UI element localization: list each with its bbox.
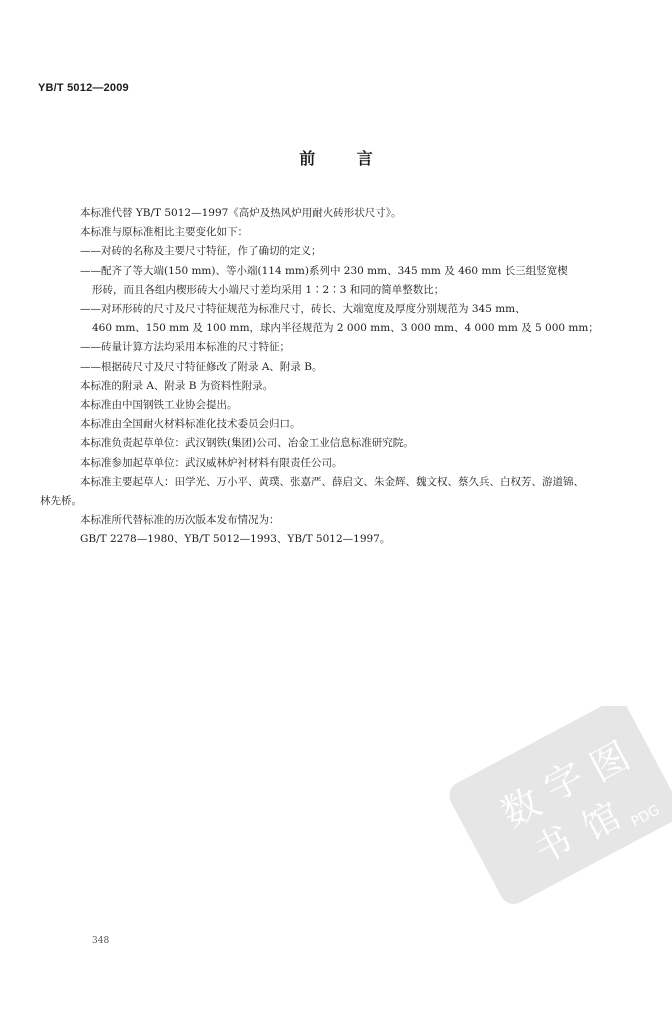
paragraph-centralized-by: 本标准由全国耐火材料标准化技术委员会归口。	[80, 418, 301, 431]
watermark-seal	[448, 706, 672, 906]
list-item-change-3-cont: 460 mm、150 mm 及 100 mm，球内半径规范为 2 000 mm、3 000 mm、4 000 mm 及 5 000 mm；	[92, 322, 599, 335]
list-item-change-3: ——对环形砖的尺寸及尺寸特征规范为标准尺寸，砖长、大端宽度及厚度分别规范为 345 mm、	[80, 303, 526, 316]
list-item-change-2-cont: 形砖，而且各组内楔形砖大小端尺寸差均采用 1∶2∶3 和同的简单整数比；	[92, 283, 445, 296]
paragraph-history-intro: 本标准所代替标准的历次版本发布情况为：	[80, 514, 280, 527]
svg-text:书: 书	[527, 819, 580, 873]
page-number: 348	[92, 936, 110, 946]
list-item-change-2: ——配齐了等大端(150 mm)、等小端(114 mm)系列中 230 mm、345 mm 及 460 mm 长三组竖宽楔	[80, 264, 568, 277]
paragraph-proposed-by: 本标准由中国钢铁工业协会提出。	[80, 399, 238, 412]
list-item-change-1: ——对砖的名称及主要尺寸特征，作了确切的定义；	[80, 245, 322, 258]
paragraph-changes-intro: 本标准与原标准相比主要变化如下：	[80, 226, 248, 239]
foreword-body	[40, 204, 660, 550]
svg-text:图: 图	[582, 733, 637, 791]
svg-text:PDG: PDG	[628, 802, 663, 831]
svg-text:字: 字	[536, 753, 591, 811]
paragraph-appendix: 本标准的附录 A、附录 B 为资料性附录。	[80, 379, 274, 392]
list-item-change-5: ——根据砖尺寸及尺寸特征修改了附录 A、附录 B。	[80, 360, 323, 373]
standard-code-header: YB/T 5012—2009	[38, 82, 129, 94]
paragraph-replaces: 本标准代替 YB/T 5012—1997《高炉及热风炉用耐火砖形状尺寸》。	[80, 207, 402, 219]
paragraph-drafting-unit: 本标准负责起草单位：武汉钢铁(集团)公司、冶金工业信息标准研究院。	[80, 437, 414, 450]
svg-text:数: 数	[493, 779, 549, 837]
paragraph-drafters-cont: 林先桥。	[40, 495, 82, 508]
page-title: 前 言	[299, 149, 391, 168]
list-item-change-4: ——砖量计算方法均采用本标准的尺寸特征；	[80, 341, 290, 354]
paragraph-history-list: GB/T 2278—1980、YB/T 5012—1993、YB/T 5012—1997。	[80, 533, 391, 546]
paragraph-participating-unit: 本标准参加起草单位：武汉威林炉衬材料有限责任公司。	[80, 456, 343, 469]
svg-text:馆: 馆	[576, 795, 628, 849]
paragraph-drafters: 本标准主要起草人：田学光、万小平、黄璞、张嘉严、薛启文、朱金辉、魏文权、蔡久兵、白权芳、游道锦、	[80, 475, 584, 488]
